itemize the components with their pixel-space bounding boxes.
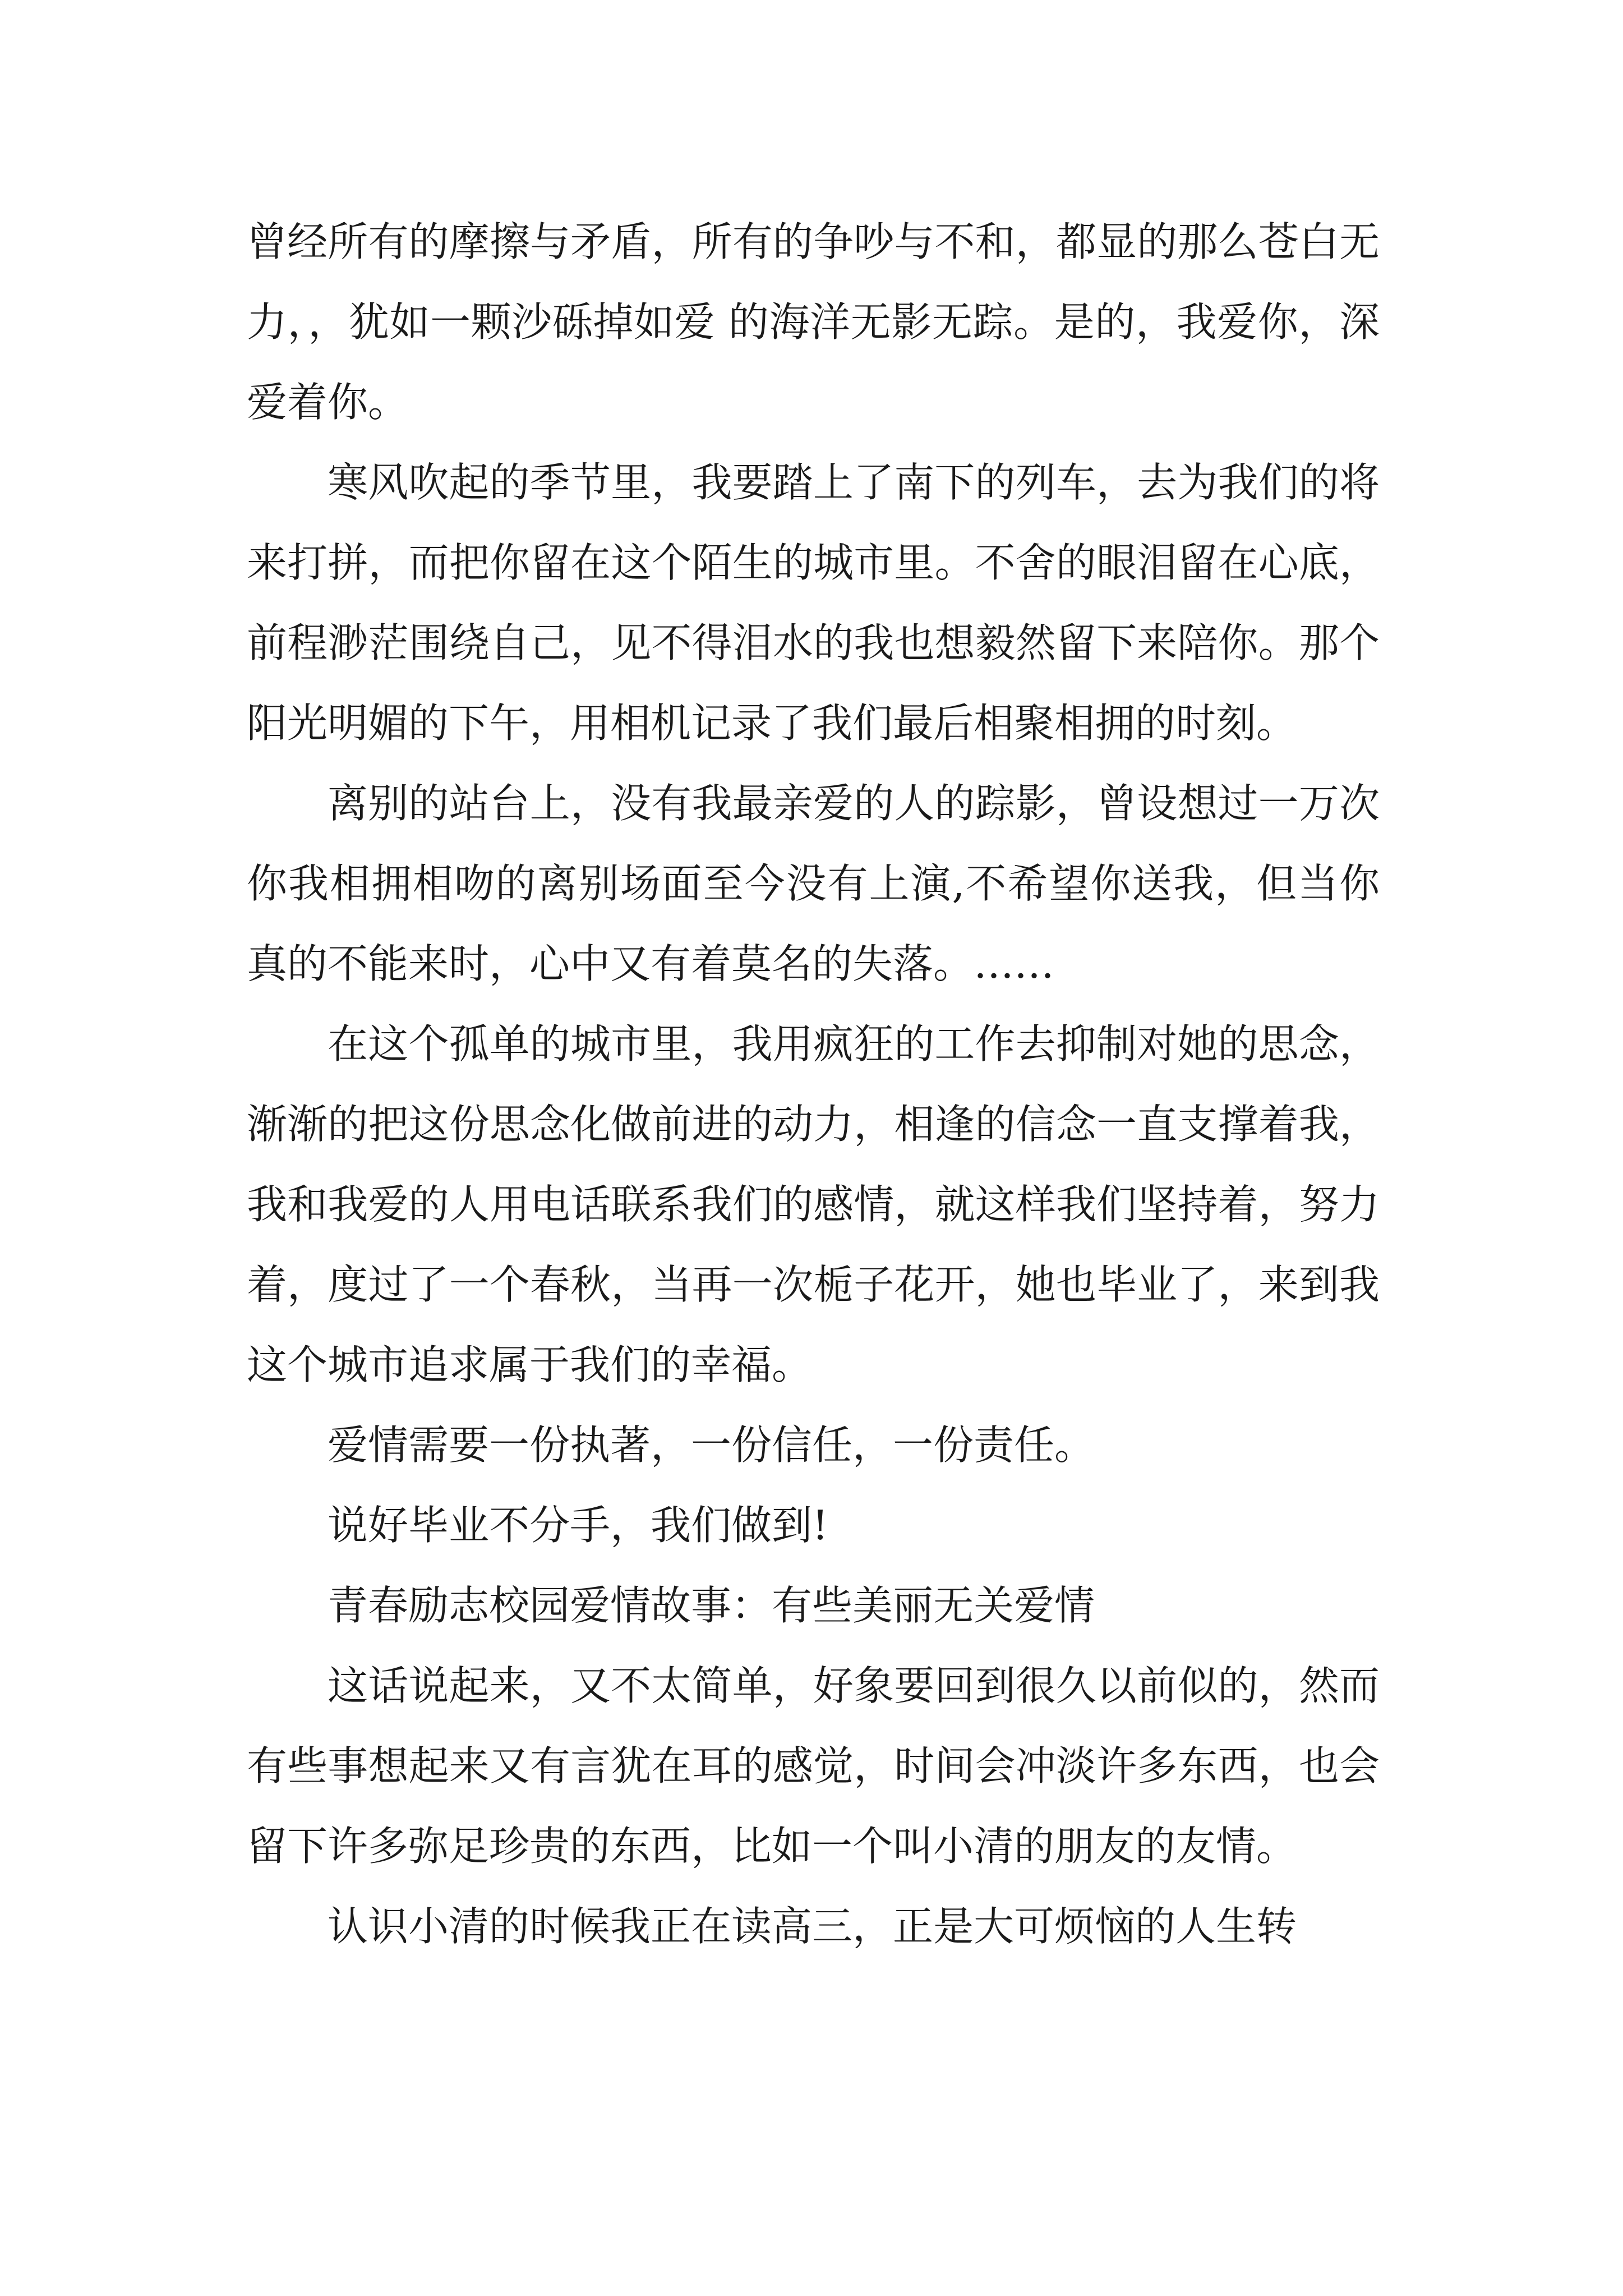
paragraph-7: 这话说起来，又不太简单，好象要回到很久以前似的，然而有些事想起来又有言犹在耳的感觉，时间会冲淡许多东西，也会留下许多弥足珍贵的东西，比如一个叫小清的朋友的友情。	[247, 1662, 1380, 1870]
paragraph-4: 在这个孤单的城市里，我用疯狂的工作去抑制对她的思念，渐渐的把这份思念化做前进的动力，相逢的信念一直支撑着我，我和我爱的人用电话联系我们的感情，就这样我们坚持着，努力着，度过了一个春秋，当再一次栀子花开，她也毕业了，来到我这个城市追求属于我们的幸福。	[247, 1020, 1380, 1388]
paragraph-8: 认识小清的时候我正在读高三，正是大可烦恼的人生转	[328, 1903, 1297, 1950]
paragraph-6: 说好毕业不分手，我们做到!	[328, 1502, 828, 1549]
paragraph-1: 曾经所有的摩擦与矛盾，所有的争吵与不和，都显的那么苍白无力，，犹如一颗沙砾掉如爱 的海洋无影无踪。是的，我爱你，深爱着你。	[247, 218, 1380, 426]
body-text	[247, 202, 1380, 1967]
paragraph-5: 爱情需要一份执著，一份信任，一份责任。	[328, 1421, 1095, 1469]
paragraph-2: 寒风吹起的季节里，我要踏上了南下的列车，去为我们的将来打拼，而把你留在这个陌生的城市里。不舍的眼泪留在心底，前程渺茫围绕自己，见不得泪水的我也想毅然留下来陪你。那个阳光明媚的下午，用相机记录了我们最后相聚相拥的时刻。	[247, 459, 1380, 747]
section-heading: 青春励志校园爱情故事：有些美丽无关爱情	[328, 1582, 1095, 1629]
paragraph-3: 离别的站台上，没有我最亲爱的人的踪影，曾设想过一万次你我相拥相吻的离别场面至今没有上演,不希望你送我，但当你真的不能来时，心中又有着莫名的失落。……	[247, 780, 1380, 987]
